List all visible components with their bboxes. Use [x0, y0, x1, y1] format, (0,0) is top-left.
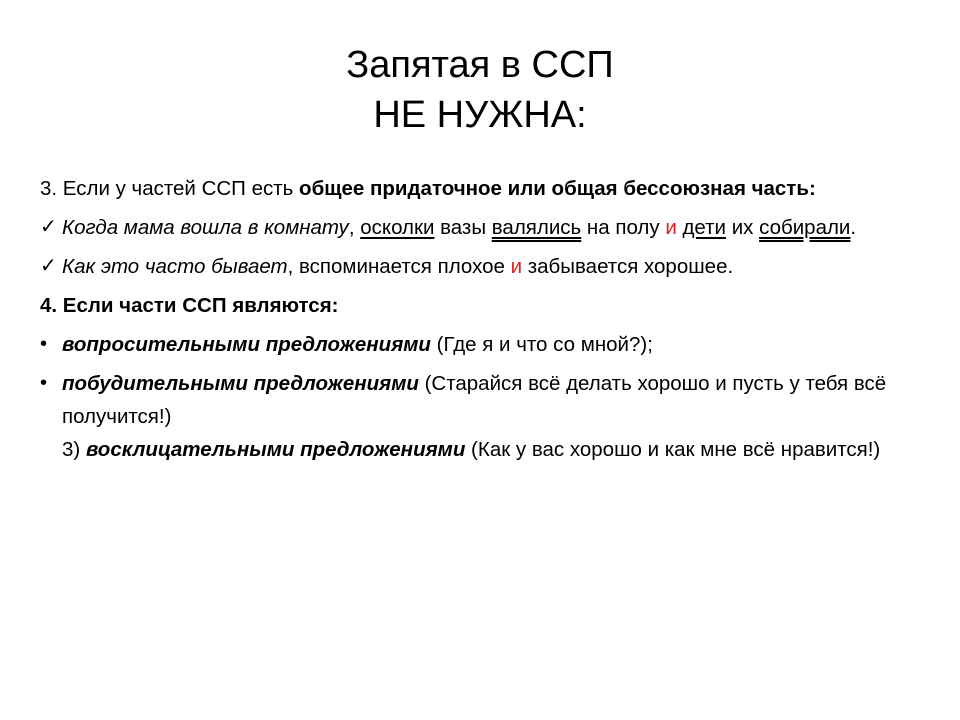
rule-4: 4. Если части ССП являются: [40, 294, 339, 317]
predicate-sobirali: собирали [759, 216, 851, 239]
bullet-icon: • [40, 372, 48, 394]
conjunction-i: и [665, 216, 677, 239]
example-2-text-a: , вспоминается плохое [287, 255, 511, 278]
subject-deti: дети [682, 216, 726, 239]
example-1 [40, 211, 920, 244]
checkmark-icon: ✓ [40, 216, 57, 238]
example-1-comma: , [348, 216, 361, 239]
predicate-valyalis: валялись [491, 216, 582, 239]
bullet-icon: • [40, 333, 48, 355]
example-1-text-c: их [726, 216, 760, 239]
item-3-term: восклицательными предложениями [85, 438, 466, 461]
item-3-number: 3) [62, 438, 86, 461]
rule-3-prefix: 3. Если у частей ССП есть [40, 177, 300, 200]
item-3-example: (Как у вас хорошо и как мне всё нравится!) [465, 438, 881, 461]
item-1-term: вопросительными предложениями [62, 333, 431, 356]
slide-title [0, 40, 960, 140]
item-3-line [62, 433, 920, 466]
slide-body [40, 172, 920, 472]
title-line-1: Запятая в ССП [346, 44, 614, 86]
conjunction-i: и [510, 255, 523, 278]
item-1-example: (Где я и что со мной?); [430, 333, 653, 356]
example-2 [40, 250, 920, 283]
subject-oskolki: осколки [360, 216, 435, 239]
rule-3-bold: общее придаточное или общая бессоюзная часть: [299, 177, 816, 200]
example-1-end: . [850, 216, 857, 239]
example-1-text-a: вазы [434, 216, 492, 239]
rule-3 [40, 172, 920, 205]
example-1-clause: Когда мама вошла в комнату [62, 216, 349, 239]
checkmark-icon: ✓ [40, 255, 57, 277]
item-2-example: (Старайся всё делать хорошо и пусть у тебя всё получится!) [62, 372, 887, 428]
list-item-interrogative [40, 328, 920, 361]
list-item-imperative [40, 367, 920, 466]
title-line-2: НЕ НУЖНА: [373, 94, 587, 136]
example-2-text-b: забывается хорошее. [522, 255, 734, 278]
item-2-term: побудительными предложениями [62, 372, 419, 395]
example-1-text-b: на полу [581, 216, 666, 239]
example-2-clause: Как это часто бывает [62, 255, 288, 278]
